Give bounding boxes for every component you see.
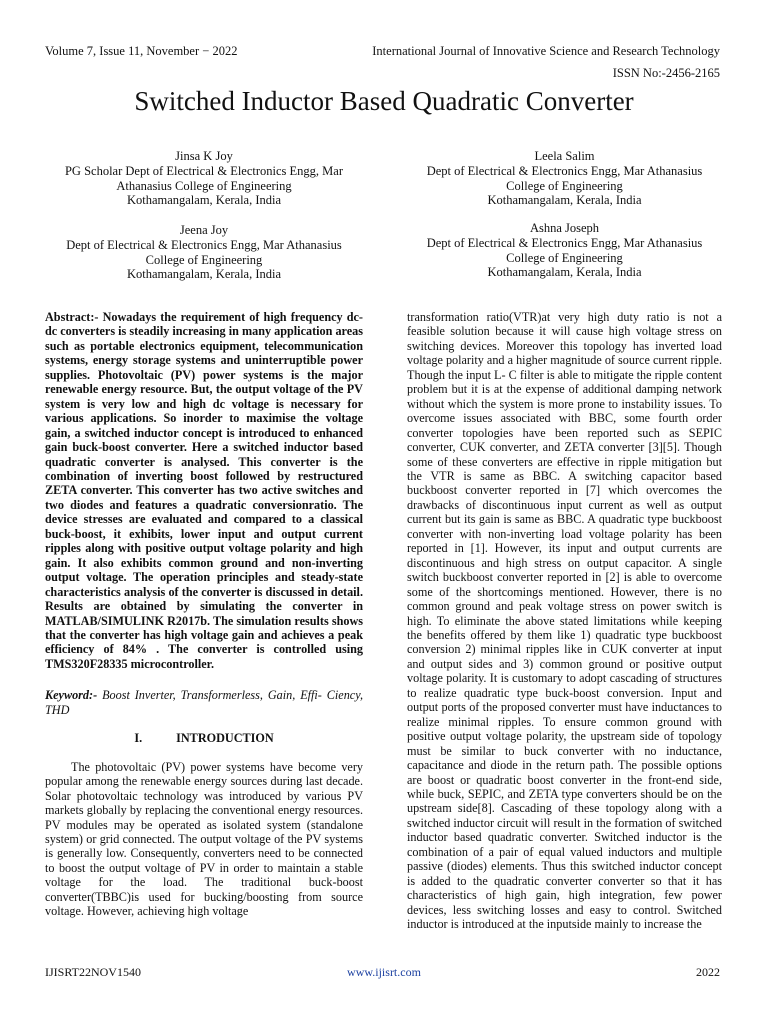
author-name: Jeena Joy [179,223,229,237]
author-block-1 [45,149,363,208]
section-heading [45,731,363,745]
author-affiliation: Dept of Electrical & Electronics Engg, Mar Athanasius [426,163,703,178]
author-block-3 [407,149,722,208]
author-name: Ashna Joseph [529,221,600,235]
author-affiliation: College of Engineering [145,252,263,267]
keywords-text: Boost Inverter, Transformerless, Gain, Effi- Ciency, THD [45,688,363,717]
author-affiliation: Kothamangalam, Kerala, India [126,193,282,208]
author-affiliation: Athanasius College of Engineering [116,178,292,193]
right-column [407,310,722,931]
journal-name: International Journal of Innovative Science and Research Technology [372,44,720,58]
author-affiliation: College of Engineering [506,178,623,193]
author-affiliation: PG Scholar Dept of Electrical & Electronics Engg, Mar [64,163,344,178]
intro-continuation: transformation ratio(VTR)at very high duty ratio is not a feasible solution because it will cause high voltage stress on switching devices. Moreover this topology has inverted load voltage polarity and a higher magnitude of source current ripple. Though the input L- C filter is able to mitigate the ripple content problem but it is at the expense of additional damping network without which the system is more prone to instability issues. To overcome issues associated with BBC, some fourth order converter topologies have been reported such as SEPIC converter, CUK converter, and ZETA converter [3][5]. Though some of these converters are effective in ripple mitigation but the VTR is same as BBC. A switching capacitor based buckboost converter reported in [7] which overcomes the drawbacks of discontinuous input current as well as output current but its gain is same as BBC. A quadratic type buckboost converter with non-inverting load voltage polarity has been reported in [1]. However, its input and output currents are discontinuous and high stress on output capacitor. A single switch buckboost converter reported in [2] is able to overcome some of the shortcomings mentioned. However, there is no common ground and peak voltage stress on power switch is high. To eliminate the above stated limitations while keeping the benefits offered by them like 1) quadratic type buckboost conversion 2) minimal ripples like in CUK converter at input and output sides and 3) common ground or positive output voltage polarity. It is customary to adopt cascading of structures to realize quadratic type buck-boost conversion. Input and output ports of the proposed converter must have inductances to realize minimal ripples. To ensure common ground with positive output voltage polarity, the upstream side of topology must be similar to buck converter with no inductance, capacitance and diode in the return path. The possible options are boost or quadratic boost converter in the front-end side, while buck, SEPIC, and ZETA type converters should be on the upstream side[8]. Cascading of these topology along with a switched inductor circuit will result in the formation of switched inductor based quadratic converter. Switched inductor is the combination of a pair of equal valued inductors and multiple passive (diodes) elements. Thus this switched inductor concept is added to the quadratic converter converter so that it has characteristics of high gain, high integration, few power devices, less switching losses and easy to control. Switched inductor is introduced at the inputside mainly to increase the [407,310,722,932]
footer-year: 2022 [696,965,720,979]
author-affiliation: Kothamangalam, Kerala, India [487,193,642,208]
author-block-4 [407,221,722,280]
intro-paragraph: The photovoltaic (PV) power systems have become very popular among the renewable energy sources during last decade. Solar photovoltaic technology was introduced by various PV markets globally by replacing the conventional energy resources. PV modules may be operated as isolated system (standalone system) or grid connected. The output voltage of the PV systems is generally low. Consequently, converters need to be connected to boost the output voltage of PV in order to maintain a stable voltage for the load. The traditional buck-boost converter(TBBC)is used for bucking/boosting from source voltage. However, achieving high voltage [45,759,363,919]
paper-title: Switched Inductor Based Quadratic Converter [134,86,634,116]
left-column [45,310,363,919]
footer-website [0,965,768,980]
author-name: Jinsa K Joy [175,149,233,163]
author-affiliation: College of Engineering [506,250,623,265]
author-name: Leela Salim [534,149,595,163]
keywords [45,688,363,717]
abstract: Abstract:- Nowadays the requirement of high frequency dc-dc converters is steadily increasing in many application areas such as portable electronics equipment, telecommunication systems, energy storage systems and uninterruptible power supplies. Photovoltaic (PV) power systems is the major renewable energy resource. But, the output voltage of the PV system is very low and high dc voltage is necessary for various applications. So inorder to maximise the voltage gain, a switched inductor concept is introduced to enhanced gain buck-boost converter. Here a switched inductor based quadratic converter is analysed. This converter is the combination of inverting boost followed by restructured ZETA converter. This converter has two active switches and two diodes and features a quadratic conversionratio. The device stresses are evaluated and compared to a classical buck-boost, it exhibits, lower input and output current ripples along with positive output voltage polarity and high gain. It also exhibits common ground and non-inverting output voltage. The operation principles and steady-state characteristics analysis of the converter is discussed in detail. Results are obtained by simulating the converter in MATLAB/SIMULINK R2017b. The simulation results shows that the converter has high voltage gain and achieves a peak efficiency of 84% . The converter is controlled using TMS320F28335 microcontroller. [45,310,363,671]
paper-id: IJISRT22NOV1540 [45,965,141,979]
keywords-label: Keyword:- [45,688,98,703]
author-affiliation: Kothamangalam, Kerala, India [487,265,642,280]
issn: ISSN No:-2456-2165 [612,66,720,80]
section-number: I. [134,731,143,746]
author-block-2 [45,223,363,282]
section-title: INTRODUCTION [176,731,274,746]
website-link[interactable]: www.ijisrt.com [347,965,421,979]
volume-info: Volume 7, Issue 11, November − 2022 [45,44,238,58]
author-affiliation: Dept of Electrical & Electronics Engg, Mar Athanasius [66,237,342,252]
author-affiliation: Dept of Electrical & Electronics Engg, Mar Athanasius [426,235,703,250]
author-affiliation: Kothamangalam, Kerala, India [126,267,282,282]
